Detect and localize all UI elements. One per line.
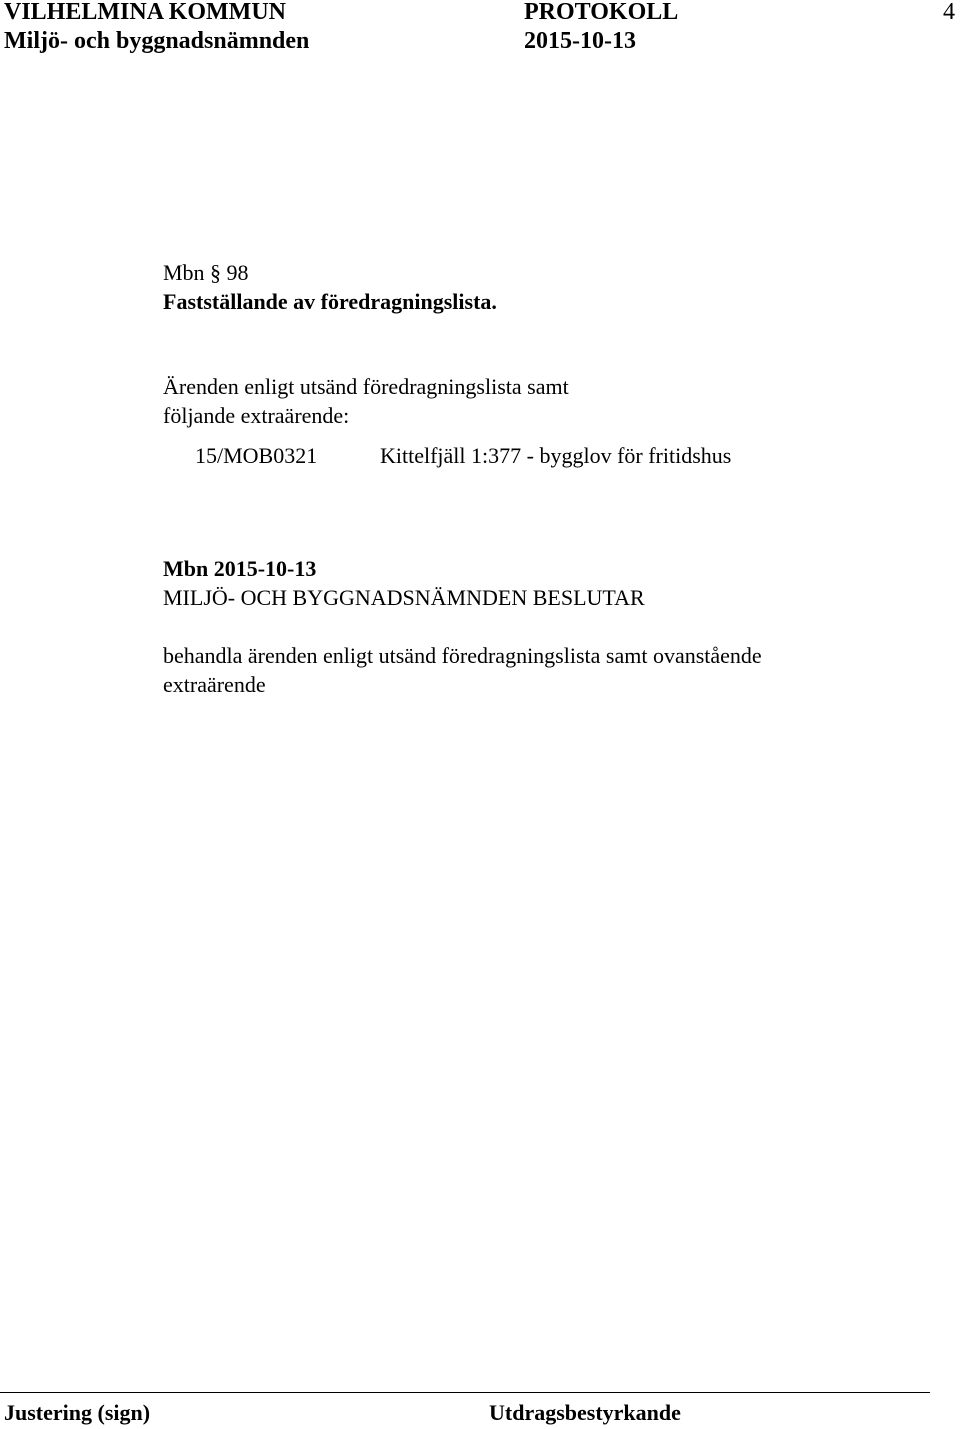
case-number: 15/MOB0321	[195, 443, 318, 468]
decision-date: Mbn 2015-10-13	[163, 556, 317, 581]
footer-divider	[0, 1392, 930, 1393]
case-description: Kittelfjäll 1:377 - bygglov för fritidshus	[380, 443, 732, 468]
header-doc-type: PROTOKOLL	[524, 0, 679, 25]
paragraph-title: Fastställande av föredragningslista.	[163, 289, 497, 314]
intro-line-1: Ärenden enligt utsänd föredragningslista samt	[163, 374, 569, 399]
decision-text-line-2: extraärende	[163, 672, 266, 697]
intro-line-2: följande extraärende:	[163, 403, 350, 428]
header-board: Miljö- och byggnadsnämnden	[4, 28, 310, 54]
page-number: 4	[943, 0, 955, 25]
header-organization: VILHELMINA KOMMUN	[4, 0, 286, 25]
footer-utdragsbestyrkande-label: Utdragsbestyrkande	[489, 1400, 681, 1425]
paragraph-number: Mbn § 98	[163, 260, 249, 285]
header-date: 2015-10-13	[524, 28, 636, 54]
footer-justering-label: Justering (sign)	[4, 1400, 151, 1425]
decision-text-line-1: behandla ärenden enligt utsänd föredragningslista samt ovanstående	[163, 643, 762, 668]
decision-heading: MILJÖ- OCH BYGGNADSNÄMNDEN BESLUTAR	[163, 585, 645, 610]
